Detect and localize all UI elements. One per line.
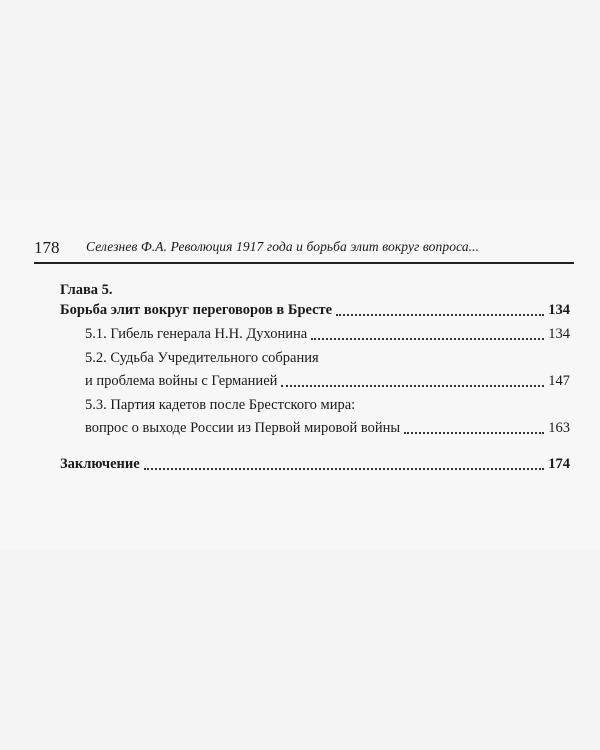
running-title: Селезнев Ф.А. Революция 1917 года и борьба элит вокруг вопроса... [86, 239, 480, 254]
toc-entry-5-3 [60, 420, 570, 437]
toc-item-title: 5.1. Гибель генерала Н.Н. Духонина [85, 326, 308, 342]
chapter-title: Борьба элит вокруг переговоров в Бресте [60, 302, 333, 318]
toc-item-page: 163 [548, 420, 570, 436]
dot-leader [404, 431, 544, 434]
toc-entry-conclusion [60, 456, 570, 473]
chapter-page: 134 [548, 302, 570, 318]
toc-entry-5-2 [60, 373, 570, 390]
conclusion-page: 174 [548, 456, 570, 472]
toc-entry-chapter [60, 302, 570, 319]
dot-leader [281, 384, 544, 387]
book-page [0, 200, 600, 550]
toc-item-title: и проблема войны с Германией [85, 373, 278, 389]
dot-leader [311, 337, 544, 340]
dot-leader [336, 313, 544, 316]
toc-item-page: 147 [548, 373, 570, 389]
dot-leader [144, 467, 545, 470]
page-number: 178 [34, 238, 60, 257]
header-rule [34, 262, 574, 264]
toc-entry-5-1 [60, 326, 570, 343]
toc-entry-5-2-line1: 5.2. Судьба Учредительного собрания [85, 350, 319, 366]
toc-item-title: вопрос о выходе России из Первой мировой войны [85, 420, 401, 436]
chapter-label: Глава 5. [60, 282, 113, 298]
conclusion-title: Заключение [60, 456, 140, 472]
toc-item-page: 134 [548, 326, 570, 342]
toc-entry-5-3-line1: 5.3. Партия кадетов после Брестского мира: [85, 397, 356, 413]
